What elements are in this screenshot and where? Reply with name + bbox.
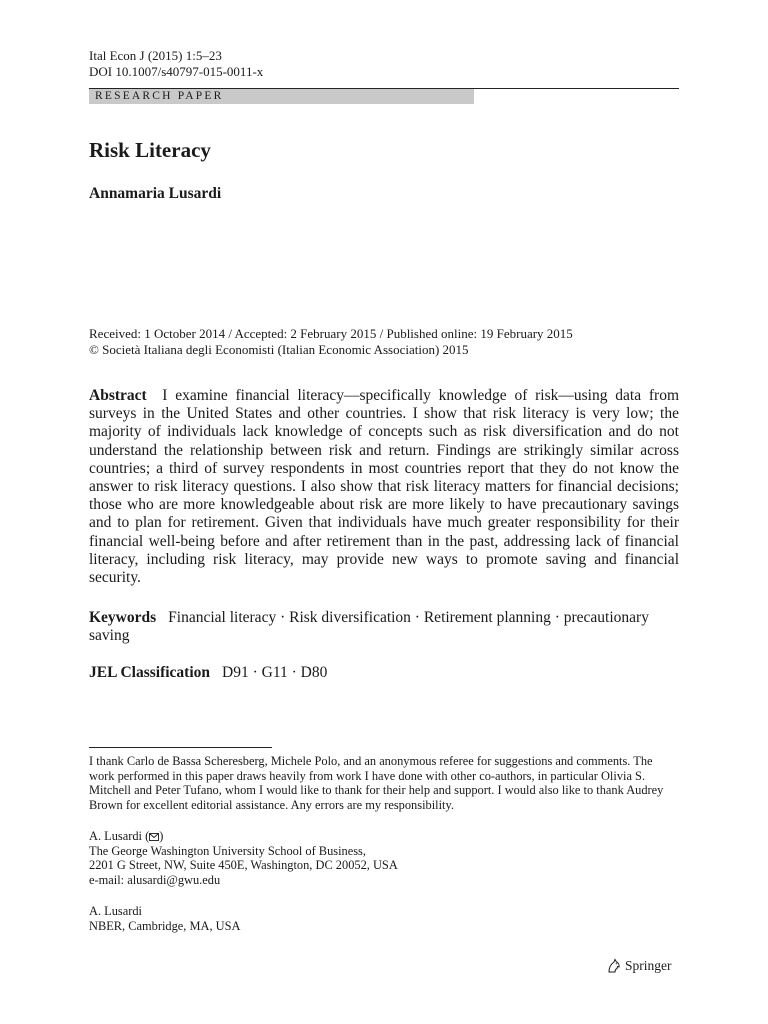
keywords-label: Keywords xyxy=(89,609,157,626)
doi: DOI 10.1007/s40797-015-0011-x xyxy=(89,64,264,79)
paper-title: Risk Literacy xyxy=(89,138,211,162)
affiliation-2 xyxy=(89,904,240,933)
publisher-name: Springer xyxy=(625,958,672,973)
affiliation-line: NBER, Cambridge, MA, USA xyxy=(89,918,241,933)
abstract-text: I examine financial literacy—specifically knowledge of risk—using data from surveys in the United States and other countries. I show that risk literacy is very low; the majority of individuals lack knowledge of concepts such as risk diversification and do not understand the relationship between risk and return. Findings are strikingly similar across countries; a third of survey respondents in most countries report that they do not know the answer to risk literacy questions. I also show that risk literacy matters for financial decisions; those who are more knowledgeable about risk are more likely to have precautionary savings and to plan for retirement. Given that individuals have much greater responsibility for their financial well-being before and after retirement than in the past, addressing lack of financial literacy, including risk literacy, may provide new ways to promote saving and financial security. xyxy=(89,387,679,587)
abstract xyxy=(89,387,679,587)
affiliation-email: e-mail: alusardi@gwu.edu xyxy=(89,872,221,887)
author-name: Annamaria Lusardi xyxy=(89,185,222,202)
publication-dates xyxy=(89,326,689,358)
jel-classification xyxy=(89,664,327,682)
keywords-text: Financial literacy · Risk diversification · Retirement planning · precautionary saving xyxy=(89,609,649,645)
journal-citation: Ital Econ J (2015) 1:5–23 xyxy=(89,48,222,63)
jel-label: JEL Classification xyxy=(89,664,211,681)
section-label: RESEARCH PAPER xyxy=(95,90,224,102)
affiliation-line: The George Washington University School of Business, xyxy=(89,843,366,858)
jel-codes: D91 · G11 · D80 xyxy=(222,664,328,681)
abstract-label: Abstract xyxy=(89,387,147,404)
copyright-line: © Società Italiana degli Economisti (Italian Economic Association) 2015 xyxy=(89,342,469,357)
affiliation-name: A. Lusardi xyxy=(89,904,142,918)
publisher-logo xyxy=(606,958,672,974)
footnote-rule xyxy=(89,747,272,748)
affiliation-line: 2201 G Street, NW, Suite 450E, Washington, DC 20052, USA xyxy=(89,858,398,873)
dates-line: Received: 1 October 2014 / Accepted: 2 February 2015 / Published online: 19 February 2015 xyxy=(89,326,573,341)
acknowledgement-footnote: I thank Carlo de Bassa Scheresberg, Michele Polo, and an anonymous referee for suggestions and comments. The work performed in this paper draws heavily from work I have done with other co-authors, in particular Olivia S. Mitchell and Peter Tufano, whom I would like to thank for their help and support. I would also like to thank Audrey Brown for excellent editorial assistance. Any errors are my responsibility. xyxy=(89,754,664,812)
affiliation-1 xyxy=(89,829,398,887)
journal-header xyxy=(89,48,263,80)
keywords xyxy=(89,609,679,645)
envelope-icon xyxy=(149,833,159,841)
springer-horse-icon xyxy=(606,958,622,974)
affiliation-name: A. Lusardi ( ) xyxy=(89,829,164,843)
